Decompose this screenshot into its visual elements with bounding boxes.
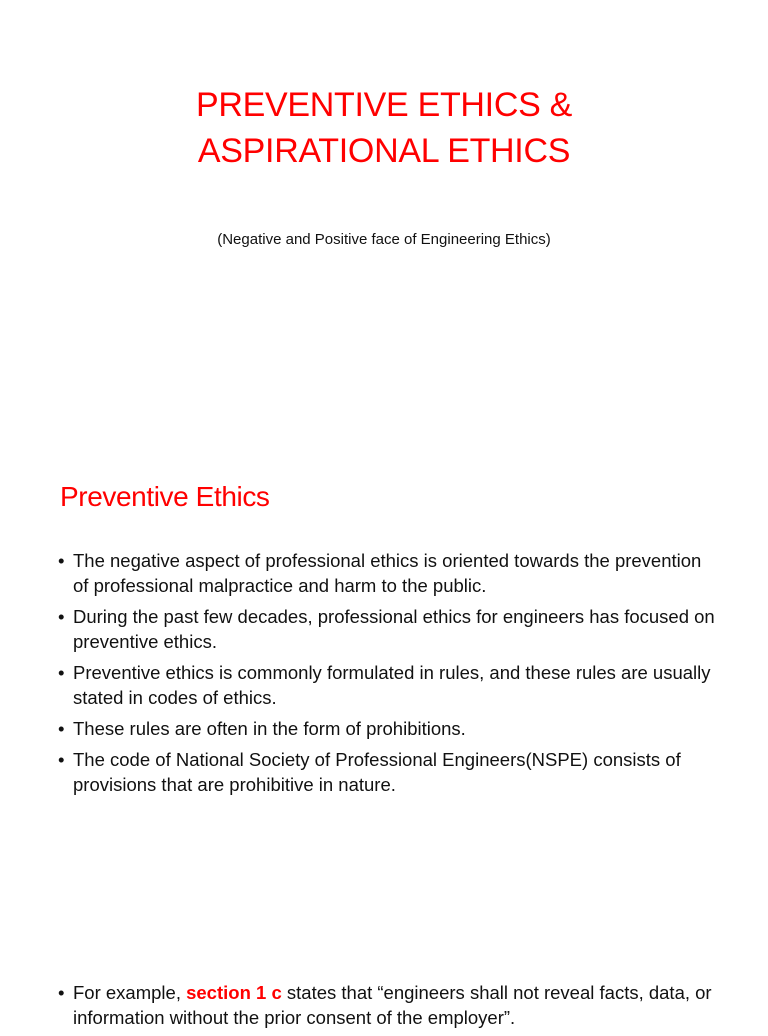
- example-suffix: states that “engineers shall not reveal facts, data, or information without the prior consent of the employer”.: [73, 982, 712, 1028]
- section-heading: Preventive Ethics: [60, 481, 270, 512]
- example-prefix: For example,: [73, 982, 187, 1003]
- title-line-2: ASPIRATIONAL ETHICS: [197, 132, 571, 170]
- slide-title: [0, 82, 768, 174]
- title-line-1: PREVENTIVE ETHICS &: [196, 86, 572, 124]
- slide-subtitle: (Negative and Positive face of Engineering Ethics): [217, 231, 551, 248]
- bullet-item-5: • The code of National Society of Professional Engineers(NSPE) consists of provisions that are prohibitive in nature.: [58, 747, 718, 797]
- bullet-list: [58, 548, 718, 803]
- example-bullet-list: [58, 980, 718, 1036]
- section-reference: section 1 c: [186, 982, 282, 1003]
- bullet-item-1: • The negative aspect of professional ethics is oriented towards the prevention of professional malpractice and harm to the public.: [58, 548, 718, 598]
- bullet-item-4: • These rules are often in the form of prohibitions.: [58, 716, 718, 741]
- content-slide: [0, 430, 768, 1028]
- example-bullet: [58, 980, 718, 1030]
- bullet-item-2: • During the past few decades, professional ethics for engineers has focused on preventive ethics.: [58, 604, 718, 654]
- title-slide: [0, 0, 768, 430]
- bullet-item-3: • Preventive ethics is commonly formulated in rules, and these rules are usually stated in codes of ethics.: [58, 660, 718, 710]
